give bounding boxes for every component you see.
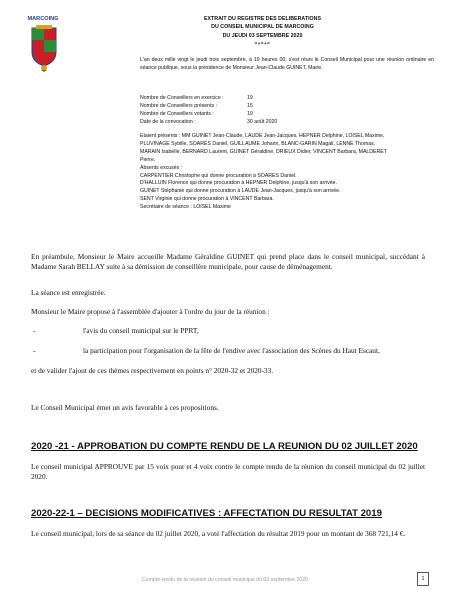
recorded-note: La séance est enregistrée. [31,288,106,297]
header-separator: =+=+= [254,41,271,47]
present-line: PLUVINAGE Sybille, SOARES Daniel, GUILLAUME Johann, BLANC-GARIN Magali, LENNE Thomas, [140,140,376,147]
count-value: 19 [247,111,253,117]
count-row [140,111,434,119]
absent-line: GUINET Stéphanie qui donne procuration à LAUDE Jean-Jacques, jusqu'à son arrivée. [140,188,341,195]
municipal-crest-logo [30,24,58,72]
section-heading: 2020-22-1 – DECISIONS MODIFICATIVES : AFFECTATION DU RESULTAT 2019 [31,508,382,519]
count-label: Date de la convocation : [140,119,196,125]
absent-line: CARPENTIER Christophe qui donne procuration à SOARES Daniel. [140,172,297,179]
count-label: Nombre de Conseillers votants : [140,111,214,117]
page-number: 1 [417,572,429,586]
section-heading: 2020 -21 - APPROBATION DU COMPTE RENDU DE LA REUNION DU 02 JUILLET 2020 [31,441,418,452]
bullet-text: l'avis du conseil municipal sur le PPRT, [83,326,199,335]
session-preamble: L'an deux mille vingt le jeudi trois septembre, à 19 heures 00, s'est réuni le Conseil Municipal pour une réunion ordinaire en séance publique, sous la présidence de Monsieur Jean-Claude GUINET, Maire. [140,57,434,71]
intro-paragraph: En préambule, Monsieur le Maire accueille Madame Géraldine GUINET qui prend place dans le conseil municipal, succédant à Madame Sarah BELLAY suite à sa démission de conseillère municipale, pour cause de déménagement. [31,252,425,272]
absent-line: D'HALLUIN Florence qui donne procuration à HEPNER Delphine, jusqu'à son arrivée. [140,180,337,187]
page-footer: Compte-rendu de la réunion du conseil municipal du 03 septembre 2020 [141,577,309,583]
count-value: 19 [247,95,253,101]
count-label: Nombre de Conseillers présents : [140,103,217,109]
council-counts [140,95,434,127]
favorable-opinion: Le Conseil Municipal émet un avis favorable à ces propositions. [31,403,219,412]
bullet-text: la participation pour l'organisation de la fête de l'endive avec l'association des Scènes du Haut Escaut, [83,346,380,355]
present-line: Etaient présents : MM GUINET Jean-Claude, LAUDE Jean-Jacques, HEPNER Delphine, LOISEL Maxime, [140,133,385,139]
count-row [140,95,434,103]
validation-sentence: et de valider l'ajout de ces thèmes respectivement en points n° 2020-32 et 2020-33. [31,366,274,375]
bullet-dash: - [33,326,36,335]
count-row [140,103,434,111]
count-value: 30 août 2020 [247,119,278,125]
header-line-2: DU CONSEIL MUNICIPAL DE MARCOING [211,24,314,31]
section-paragraph: Le conseil municipal, lors de sa séance du 02 juillet 2020, a voté l'affectation du résultat 2019 pour un montant de 368 721,14 €. [31,529,406,538]
crest-label: MARCOING [27,16,59,22]
section-paragraph: Le conseil municipal APPROUVE par 15 voix pour et 4 voix contre le compte rendu de la réunion du conseil municipal du 02 juillet 2020. [31,462,425,482]
count-row [140,119,434,127]
present-line: MARAIN Isabelle, BERNARD Laurent, GUINET Géraldine, DRIEUX Didier, VINCENT Barbara, MALDERET [140,148,387,155]
count-value: 15 [247,103,253,109]
header-line-3: DU JEUDI 03 SEPTEMBRE 2020 [222,32,303,39]
present-line: Pierre. [140,156,156,163]
present-members [140,133,434,212]
bullet-dash: - [33,346,36,355]
session-secretary: Secrétaire de séance : LOISEL Maxime [140,204,231,211]
agenda-proposal: Monsieur le Maire propose à l'assemblée d'ajouter à l'ordre du jour de la réunion : [31,307,270,316]
absent-heading: Absents excusés : [140,164,183,171]
register-extract-header [150,15,375,49]
header-line-1: EXTRAIT DU REGISTRE DES DELIBERATIONS [203,16,322,22]
absent-line: SENT Virginie qui donne procuration à VINCENT Barbara. [140,196,274,203]
count-label: Nombre de Conseillers en exercice : [140,95,224,101]
